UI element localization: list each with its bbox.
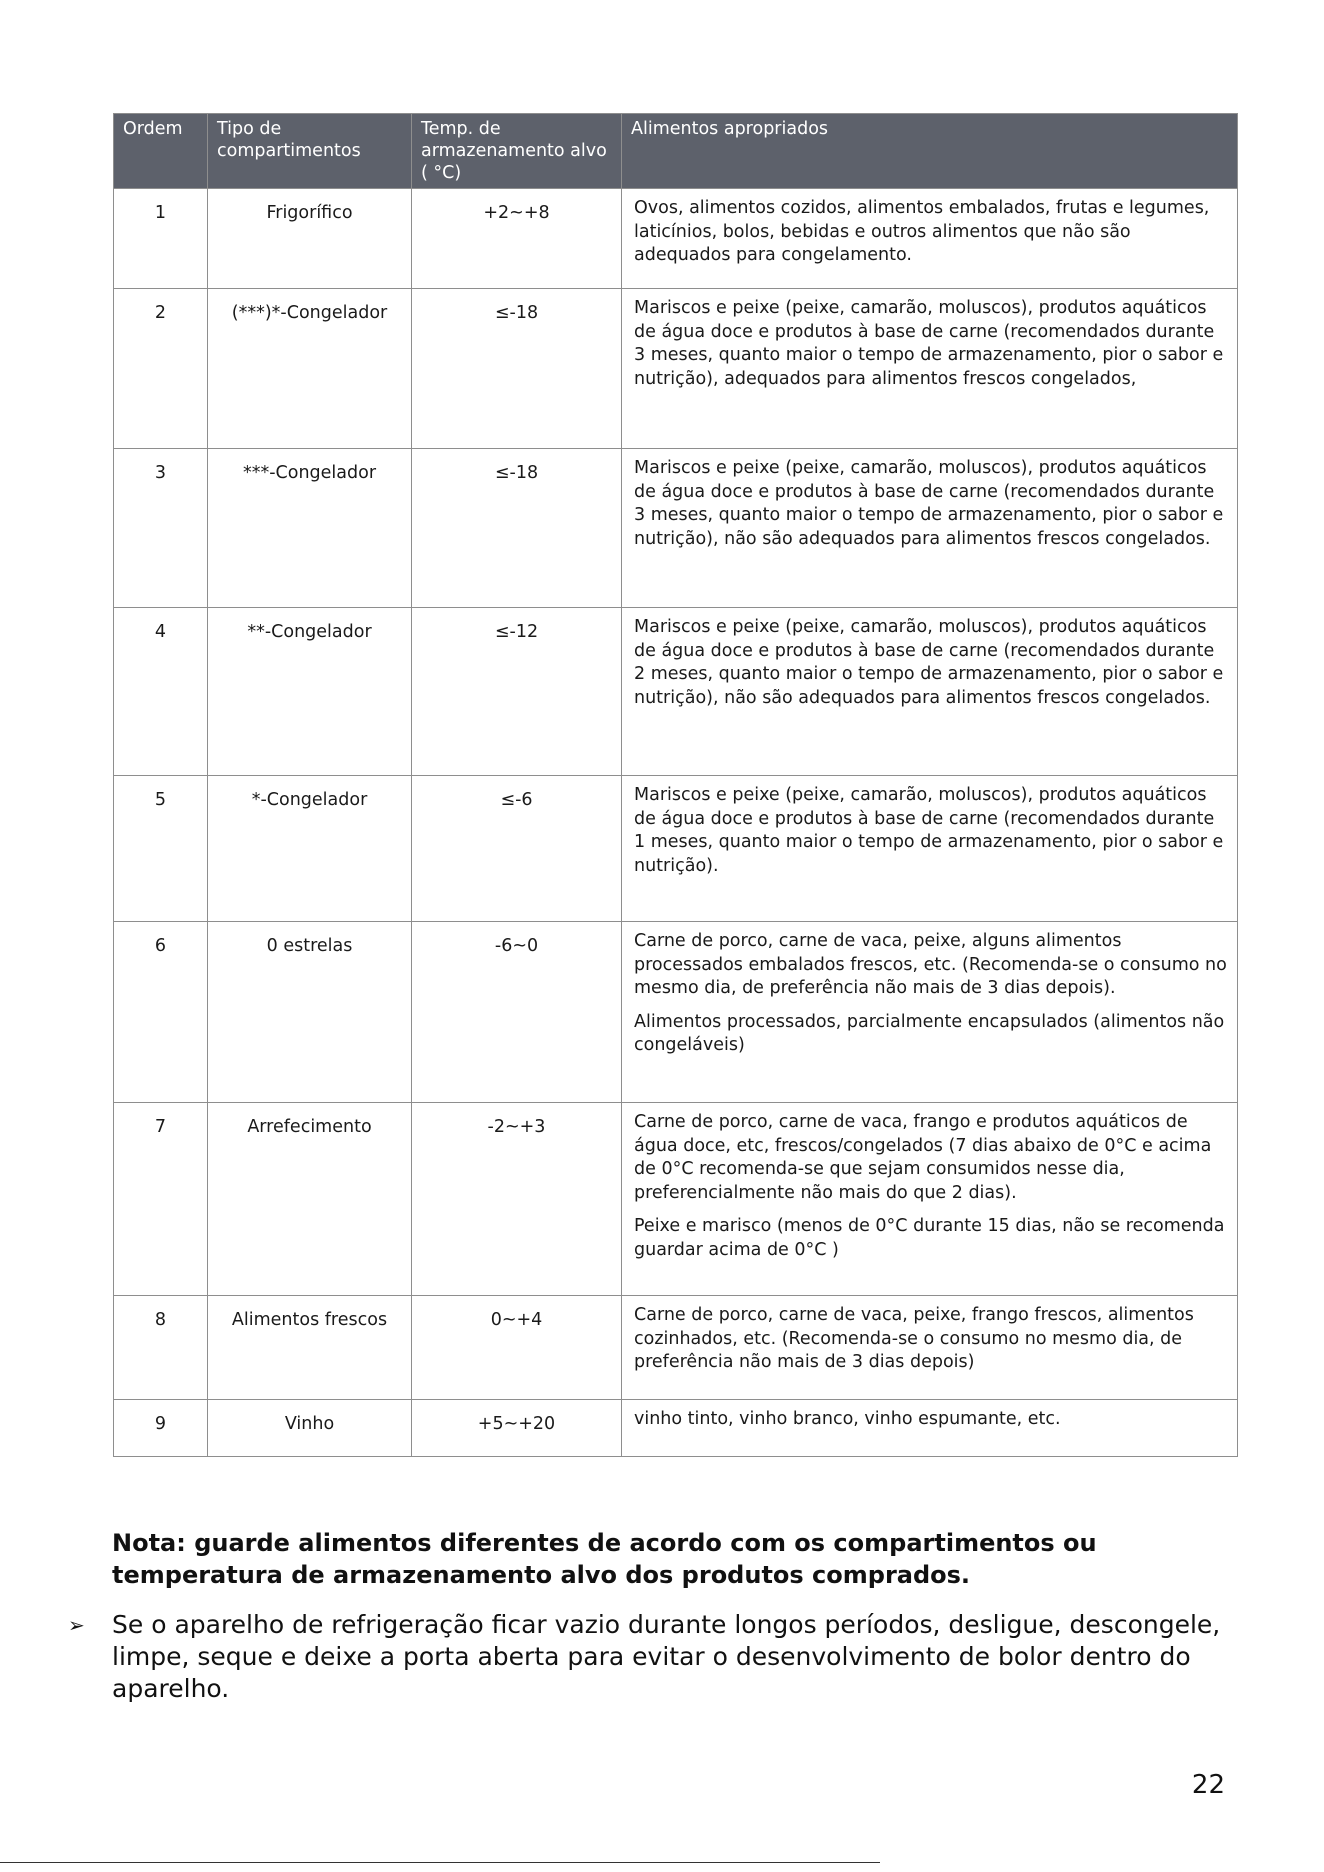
table-row: [114, 189, 1238, 289]
table-row: [114, 289, 1238, 449]
row-temperature: ≤-18: [412, 289, 622, 449]
row-foods: [622, 449, 1238, 608]
footer-divider: [0, 1862, 880, 1863]
table-row: [114, 1103, 1238, 1296]
row-temperature: ≤-6: [412, 776, 622, 922]
row-foods: [622, 1296, 1238, 1400]
row-order: 2: [114, 289, 208, 449]
storage-note: Nota: guarde alimentos diferentes de acordo com os compartimentos ou temperatura de armazenamento alvo dos produtos comprados.: [112, 1529, 1097, 1589]
food-text: Ovos, alimentos cozidos, alimentos embalados, frutas e legumes, laticínios, bolos, bebidas e outros alimentos que não são adequados para congelamento.: [634, 198, 1210, 265]
row-order: 8: [114, 1296, 208, 1400]
food-text: Carne de porco, carne de vaca, peixe, frango frescos, alimentos cozinhados, etc. (Recomenda-se o consumo no mesmo dia, de preferência não mais de 3 dias depois): [634, 1305, 1194, 1372]
row-temperature: +2~+8: [412, 189, 622, 289]
row-temperature: ≤-12: [412, 608, 622, 776]
row-compartment-type: (***)*-Congelador: [208, 289, 412, 449]
food-text: Peixe e marisco (menos de 0°C durante 15 dias, não se recomenda guardar acima de 0°C ): [634, 1216, 1225, 1260]
row-foods: [622, 776, 1238, 922]
food-text: Mariscos e peixe (peixe, camarão, moluscos), produtos aquáticos de água doce e produtos à base de carne (recomendados durante 3 meses, quanto maior o tempo de armazenamento, pior o sabor e nutrição), não são adequados para alimentos frescos congelados.: [634, 458, 1224, 549]
row-temperature: -6~0: [412, 922, 622, 1103]
row-temperature: -2~+3: [412, 1103, 622, 1296]
row-compartment-type: 0 estrelas: [208, 922, 412, 1103]
row-compartment-type: Arrefecimento: [208, 1103, 412, 1296]
food-text: vinho tinto, vinho branco, vinho espumante, etc.: [634, 1409, 1061, 1429]
food-text: Alimentos processados, parcialmente encapsulados (alimentos não congeláveis): [634, 1011, 1225, 1055]
header-target-temperature: Temp. de armazenamento alvo ( °C): [412, 114, 622, 189]
row-order: 6: [114, 922, 208, 1103]
row-foods: [622, 1400, 1238, 1457]
row-order: 4: [114, 608, 208, 776]
food-text: Carne de porco, carne de vaca, peixe, alguns alimentos processados embalados frescos, etc. (Recomenda-se o consumo no mesmo dia, de preferência não mais de 3 dias depois).: [634, 931, 1227, 998]
row-compartment-type: Frigorífico: [208, 189, 412, 289]
storage-table: [113, 113, 1238, 1457]
row-compartment-type: **-Congelador: [208, 608, 412, 776]
page-number: 22: [1191, 1770, 1225, 1800]
row-temperature: +5~+20: [412, 1400, 622, 1457]
food-text: Mariscos e peixe (peixe, camarão, moluscos), produtos aquáticos de água doce e produtos à base de carne (recomendados durante 3 meses, quanto maior o tempo de armazenamento, pior o sabor e nutrição), adequados para alimentos frescos congelados,: [634, 298, 1224, 389]
row-temperature: 0~+4: [412, 1296, 622, 1400]
row-foods: [622, 1103, 1238, 1296]
row-temperature: ≤-18: [412, 449, 622, 608]
arrow-bullet-icon: ➢: [68, 1613, 85, 1637]
row-compartment-type: Vinho: [208, 1400, 412, 1457]
row-order: 5: [114, 776, 208, 922]
table-row: [114, 1296, 1238, 1400]
row-order: 7: [114, 1103, 208, 1296]
table-row: [114, 922, 1238, 1103]
table-row: [114, 608, 1238, 776]
row-foods: [622, 289, 1238, 449]
header-suitable-foods: Alimentos apropriados: [622, 114, 1238, 189]
bullet-text: Se o aparelho de refrigeração ficar vazio durante longos períodos, desligue, descongele, limpe, seque e deixe a porta aberta para evitar o desenvolvimento de bolor dentro do aparelho.: [112, 1610, 1221, 1703]
row-foods: [622, 922, 1238, 1103]
header-order: Ordem: [114, 114, 208, 189]
row-order: 3: [114, 449, 208, 608]
food-text: Mariscos e peixe (peixe, camarão, moluscos), produtos aquáticos de água doce e produtos à base de carne (recomendados durante 1 meses, quanto maior o tempo de armazenamento, pior o sabor e nutrição).: [634, 785, 1224, 876]
row-order: 9: [114, 1400, 208, 1457]
header-compartment-type: Tipo de compartimentos: [208, 114, 412, 189]
row-compartment-type: *-Congelador: [208, 776, 412, 922]
food-text: Carne de porco, carne de vaca, frango e produtos aquáticos de água doce, etc, frescos/congelados (7 dias abaixo de 0°C e acima de 0°C recomenda-se que sejam consumidos nesse dia, preferencialmente não mais do que 2 dias).: [634, 1112, 1212, 1203]
row-order: 1: [114, 189, 208, 289]
row-foods: [622, 189, 1238, 289]
row-compartment-type: ***-Congelador: [208, 449, 412, 608]
row-compartment-type: Alimentos frescos: [208, 1296, 412, 1400]
row-foods: [622, 608, 1238, 776]
table-header-row: [114, 114, 1238, 189]
table-row: [114, 776, 1238, 922]
food-text: Mariscos e peixe (peixe, camarão, moluscos), produtos aquáticos de água doce e produtos à base de carne (recomendados durante 2 meses, quanto maior o tempo de armazenamento, pior o sabor e nutrição), não são adequados para alimentos frescos congelados.: [634, 617, 1224, 708]
table-row: [114, 449, 1238, 608]
table-row: [114, 1400, 1238, 1457]
